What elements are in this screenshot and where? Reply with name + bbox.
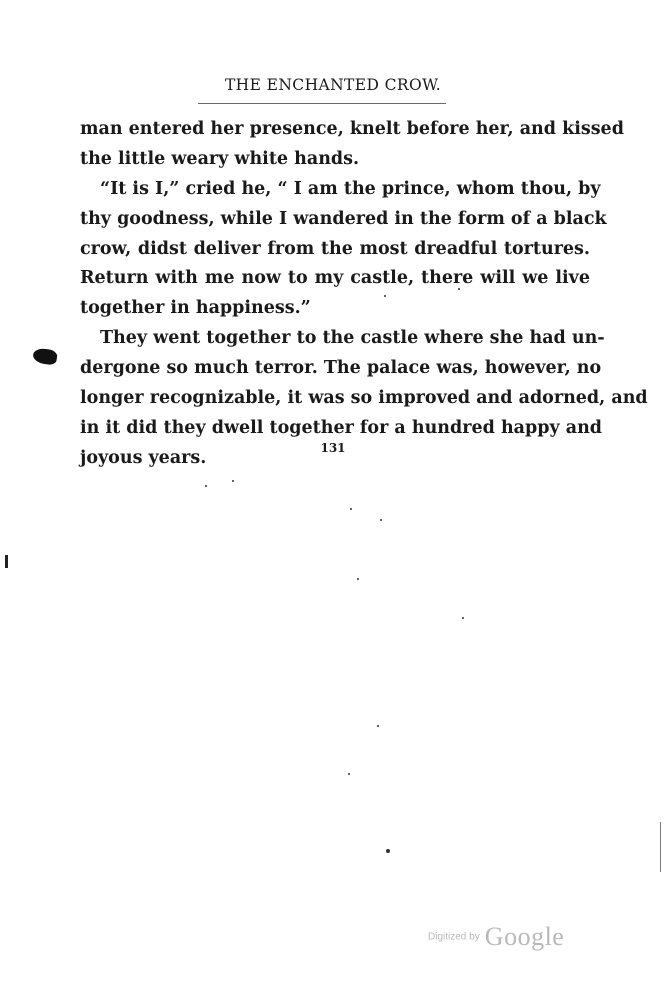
text-line: together in happiness.” xyxy=(80,298,311,319)
speck xyxy=(462,617,464,619)
ink-blot xyxy=(32,347,58,365)
text-line: man entered her presence, knelt before her, and kissed xyxy=(80,119,624,139)
speck xyxy=(205,485,207,487)
text-line: in it did they dwell together for a hundred happy and xyxy=(80,417,603,438)
edge-mark xyxy=(5,555,8,568)
text-line: They went together to the castle where she had un- xyxy=(100,328,605,349)
text-line: longer recognizable, it was so improved and adorned, and xyxy=(80,388,648,409)
edge-mark xyxy=(660,822,661,872)
speck xyxy=(386,849,390,853)
speck xyxy=(348,773,350,775)
speck xyxy=(458,288,460,290)
speck xyxy=(350,508,352,510)
speck xyxy=(377,725,379,727)
speck xyxy=(357,578,359,580)
body-text xyxy=(80,115,648,474)
google-watermark xyxy=(428,922,564,952)
text-line: dergone so much terror. The palace was, however, no xyxy=(80,358,602,379)
running-head: THE ENCHANTED CROW. xyxy=(224,76,442,94)
speck xyxy=(380,519,382,521)
speck xyxy=(232,480,234,482)
watermark-prefix: Digitized by xyxy=(428,931,480,943)
text-line: the little weary white hands. xyxy=(80,148,360,169)
speck xyxy=(384,295,386,297)
text-line: crow, didst deliver from the most dreadful tortures. xyxy=(80,238,590,259)
running-head-rule xyxy=(198,103,446,104)
text-line: joyous years. xyxy=(80,447,207,468)
text-line: “It is I,” cried he, “ I am the prince, whom thou, by xyxy=(100,178,601,199)
text-line: thy goodness, while I wandered in the form of a black xyxy=(80,208,607,229)
text-line: Return with me now to my castle, there will we live xyxy=(80,268,590,289)
page-number: 131 xyxy=(320,441,346,455)
google-logo: Google xyxy=(484,922,565,951)
